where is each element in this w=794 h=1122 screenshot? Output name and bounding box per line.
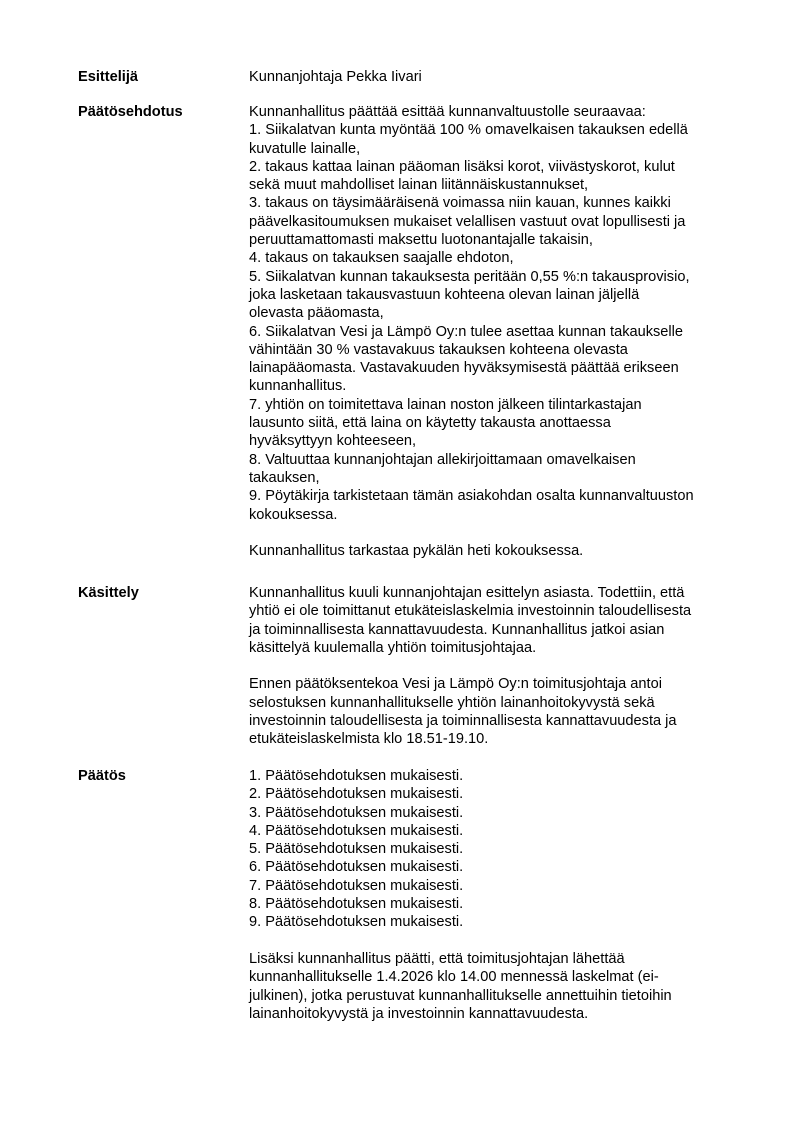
text-line: 6. Päätösehdotuksen mukaisesti. (249, 859, 464, 876)
text-line: 8. Valtuuttaa kunnanjohtajan allekirjoittamaan omavelkaisen (249, 451, 636, 468)
text-line: kunnanhallitukselle 1.4.2026 klo 14.00 mennessä laskelmat (ei- (249, 969, 659, 986)
section-label-proposal: Päätösehdotus (78, 104, 183, 120)
text-line: Kunnanhallitus päättää esittää kunnanvaltuustolle seuraavaa: (249, 104, 646, 120)
section-content-handling (249, 584, 749, 749)
text-line: 2. Päätösehdotuksen mukaisesti. (249, 786, 464, 803)
text-line: julkinen), jotka perustuvat kunnanhallitukselle annettuihin tietoihin (249, 987, 672, 1004)
text-line: 6. Siikalatvan Vesi ja Lämpö Oy:n tulee asettaa kunnan takaukselle (249, 323, 684, 340)
section-content-presenter (249, 68, 749, 86)
text-line: päävelkasitoumuksen mukaiset velallisen vastuut ovat lopullisesti ja (249, 213, 686, 230)
text-line: etukäteislaskelmista klo 18.51-19.10. (249, 731, 489, 748)
text-line: 4. Päätösehdotuksen mukaisesti. (249, 822, 464, 839)
text-line: 2. takaus kattaa lainan pääoman lisäksi korot, viivästyskorot, kulut (249, 158, 675, 175)
text-line: takauksen, (249, 469, 320, 486)
text-line: 7. Päätösehdotuksen mukaisesti. (249, 877, 464, 894)
text-line: 3. Päätösehdotuksen mukaisesti. (249, 804, 464, 821)
blank-line (249, 932, 749, 950)
text-line: 5. Siikalatvan kunnan takauksesta peritään 0,55 %:n takausprovisio, (249, 268, 690, 285)
text-line: 9. Pöytäkirja tarkistetaan tämän asiakohdan osalta kunnanvaltuuston (249, 488, 694, 505)
text-line: olevasta pääomasta, (249, 305, 384, 322)
text-line: käsittelyä kuulemalla yhtiön toimitusjohtajaa. (249, 639, 537, 656)
text-line: 8. Päätösehdotuksen mukaisesti. (249, 896, 464, 913)
text-line: lainanhoitokyvystä ja investoinnin kannattavuudesta. (249, 1005, 589, 1022)
text-line: 3. takaus on täysimääräisenä voimassa niin kauan, kunnes kaikki (249, 195, 671, 212)
text-line: kokouksessa. (249, 506, 338, 523)
text-line: 4. takaus on takauksen saajalle ehdoton, (249, 250, 514, 267)
text-line: peruuttamattomasti maksettu luotonantajalle takaisin, (249, 232, 593, 249)
text-line: selostuksen kunnanhallitukselle yhtiön lainanhoitokyvystä sekä (249, 694, 655, 711)
section-content-decision (249, 767, 749, 1023)
text-line: lausunto siitä, että laina on käytetty takausta anottaessa (249, 415, 611, 432)
text-line: 1. Siikalatvan kunta myöntää 100 % omavelkaisen takauksen edellä (249, 122, 688, 139)
section-content-proposal (249, 103, 749, 560)
text-line: 7. yhtiön on toimitettava lainan noston jälkeen tilintarkastajan (249, 396, 642, 413)
blank-line (249, 524, 749, 542)
text-line: investoinnin taloudellisesta ja toiminnallisesta kannattavuudesta ja (249, 713, 677, 730)
blank-line (249, 657, 749, 675)
text-line: kunnanhallitus. (249, 378, 347, 395)
text-line: kuvatulle lainalle, (249, 140, 361, 157)
text-line: Kunnanhallitus tarkastaa pykälän heti kokouksessa. (249, 543, 584, 560)
text-line: ja toiminnallisesta kannattavuudesta. Kunnanhallitus jatkoi asian (249, 621, 665, 638)
section-label-presenter: Esittelijä (78, 69, 139, 85)
text-line: lainapääomasta. Vastavakuuden hyväksymisestä päättää erikseen (249, 360, 679, 377)
text-line: joka lasketaan takausvastuun kohteena olevan lainan jäljellä (249, 286, 640, 303)
text-line: 9. Päätösehdotuksen mukaisesti. (249, 914, 464, 931)
text-line: hyväksyttyyn kohteeseen, (249, 433, 417, 450)
section-label-decision: Päätös (78, 768, 126, 784)
text-line: sekä muut mahdolliset lainan liitännäiskustannukset, (249, 177, 589, 194)
text-line: Kunnanjohtaja Pekka Iivari (249, 69, 422, 85)
text-line: 1. Päätösehdotuksen mukaisesti. (249, 768, 464, 784)
section-label-handling: Käsittely (78, 585, 139, 601)
text-line: 5. Päätösehdotuksen mukaisesti. (249, 841, 464, 858)
text-line: Ennen päätöksentekoa Vesi ja Lämpö Oy:n toimitusjohtaja antoi (249, 676, 662, 693)
text-line: Kunnanhallitus kuuli kunnanjohtajan esittelyn asiasta. Todettiin, että (249, 585, 685, 601)
text-line: vähintään 30 % vastavakuus takauksen kohteena olevasta (249, 341, 628, 358)
text-line: yhtiö ei ole toimittanut etukäteislaskelmia investoinnin taloudellisesta (249, 603, 692, 620)
text-line: Lisäksi kunnanhallitus päätti, että toimitusjohtajan lähettää (249, 950, 625, 967)
